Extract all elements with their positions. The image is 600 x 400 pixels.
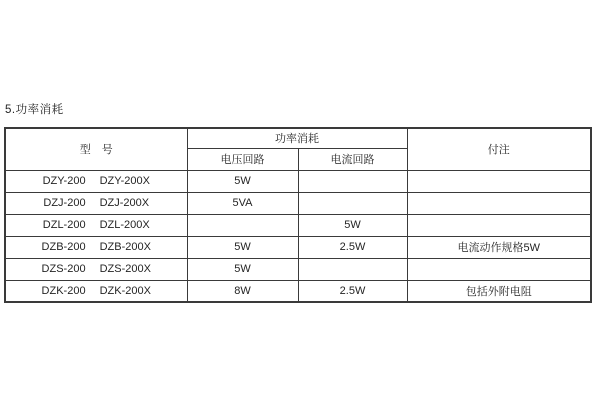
model-cell [5,258,187,280]
model-name: DZL-200X [99,219,150,231]
note-cell: 包括外附电阻 [407,280,591,302]
model-cell [5,280,187,302]
voltage-cell [187,214,298,236]
model-name: DZJ-200 [43,197,86,209]
model-name: DZY-200 [42,175,86,187]
current-cell [298,192,407,214]
model-name: DZL-200 [42,219,86,231]
voltage-cell: 5W [187,170,298,192]
table-row-dzk [5,280,591,302]
power-group-header: 功率消耗 [187,128,407,148]
model-name: DZY-200X [99,175,150,187]
table-row-dzl [5,214,591,236]
voltage-cell: 8W [187,280,298,302]
notes-column-header: 付注 [407,128,591,170]
voltage-cell: 5W [187,236,298,258]
current-cell [298,170,407,192]
voltage-cell: 5W [187,258,298,280]
model-column-header: 型 号 [5,128,187,170]
table-row-dzb [5,236,591,258]
current-cell [298,258,407,280]
note-cell [407,170,591,192]
model-name: DZS-200X [99,263,151,275]
voltage-cell: 5VA [187,192,298,214]
model-name: DZS-200 [41,263,86,275]
model-name: DZJ-200X [99,197,150,209]
note-cell [407,258,591,280]
model-cell [5,192,187,214]
table-row-dzy [5,170,591,192]
current-circuit-header: 电流回路 [298,148,407,170]
note-cell [407,192,591,214]
model-name: DZK-200 [41,284,86,297]
table-row-dzs [5,258,591,280]
note-cell: 电流动作规格5W [407,236,591,258]
model-cell [5,236,187,258]
model-name: DZB-200 [41,241,86,253]
model-cell [5,214,187,236]
note-cell [407,214,591,236]
table-row-dzj [5,192,591,214]
model-cell [5,170,187,192]
model-name: DZB-200X [99,241,151,253]
header-row-group [5,128,591,148]
model-name: DZK-200X [99,284,151,297]
current-cell: 5W [298,214,407,236]
current-cell: 2.5W [298,280,407,302]
power-consumption-table [4,127,592,303]
voltage-circuit-header: 电压回路 [187,148,298,170]
section-heading: 5.功率消耗 [5,104,64,116]
current-cell: 2.5W [298,236,407,258]
